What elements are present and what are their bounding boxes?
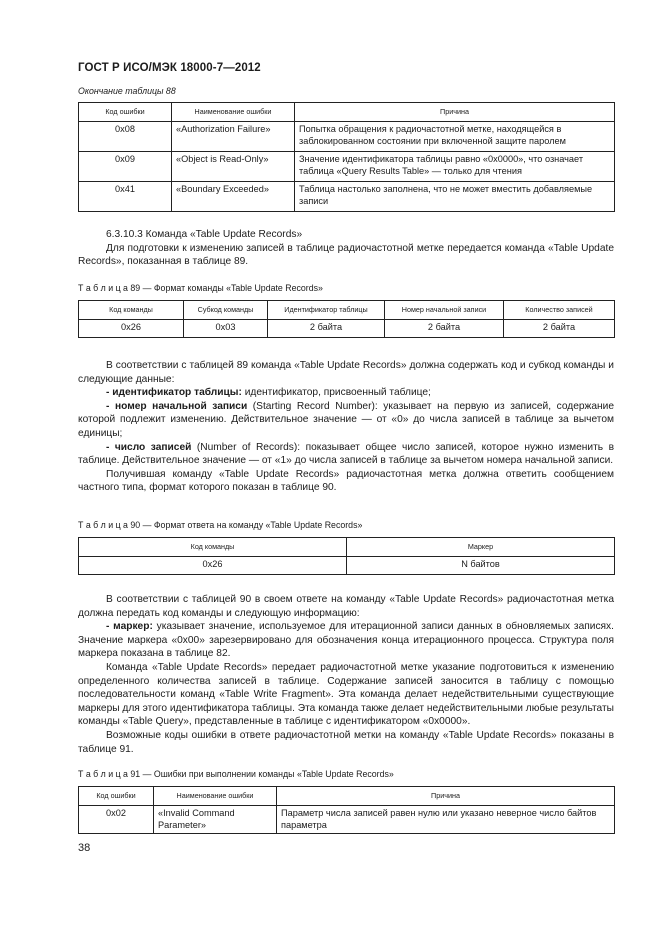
column-header: Маркер: [347, 538, 615, 557]
error-reason-cell: Таблица настолько заполнена, что не может вместить добавляемые записи: [295, 182, 615, 212]
table89: [78, 300, 615, 338]
section-heading: 6.3.10.3 Команда «Table Update Records»: [106, 229, 303, 240]
body-text-1: [78, 359, 614, 495]
error-code-cell: 0x09: [79, 152, 172, 182]
error-code-cell: 0x08: [79, 122, 172, 152]
column-header: Наименование ошибки: [154, 787, 277, 806]
paragraph: В соответствии с таблицей 89 команда «Table Update Records» должна содержать код и субкод команды и следующие данные:: [78, 360, 614, 385]
error-reason-cell: Попытка обращения к радиочастотной метке, находящейся в заблокированном состоянии при включенной защите паролем: [295, 122, 615, 152]
list-item: [78, 386, 614, 400]
table88-caption: Окончание таблицы 88: [78, 86, 176, 96]
error-name-cell: «Object is Read-Only»: [172, 152, 295, 182]
list-item: [78, 441, 614, 468]
error-code-cell: 0x41: [79, 182, 172, 212]
table91-caption: Т а б л и ц а 91 — Ошибки при выполнении команды «Table Update Records»: [78, 769, 394, 779]
table90-caption: Т а б л и ц а 90 — Формат ответа на команду «Table Update Records»: [78, 520, 363, 530]
paragraph: Для подготовки к изменению записей в таблице радиочастотной метке передается команда «Table Update Records», показанная в таблице 89.: [78, 242, 614, 268]
table90: [78, 537, 615, 575]
column-header: Причина: [277, 787, 615, 806]
table-cell: 2 байта: [268, 320, 385, 338]
table-row: [79, 806, 615, 834]
error-name-cell: «Invalid Command Parameter»: [154, 806, 277, 834]
table-cell: 0x26: [79, 320, 184, 338]
term-text: (Number of Records): показывает общее число записей, которое нужно изменить в таблице. Действительное значение — от «1» до числа записей в таблице за вычетом номера начальной записи.: [78, 441, 614, 467]
table-row: [79, 122, 615, 152]
paragraph: В соответствии с таблицей 90 в своем ответе на команду «Table Update Records» радиочастотная метка должна передать код команды и следующую информацию:: [78, 594, 614, 619]
table-cell: 2 байта: [385, 320, 504, 338]
column-header: Код ошибки: [79, 103, 172, 122]
table-row: [79, 320, 615, 338]
column-header: Код команды: [79, 301, 184, 320]
paragraph: Команда «Table Update Records» передает радиочастотной метке указание подготовиться к изменению определенного количества записей в таблице. Содержание записей заносится в таблицу с помощью последовательности команд «Table Write Fragment». Эта команда делает недействительными существующие маркеры для этого идентификатора таблицы. Эта команда также делает недействительными любые результаты команды «Table Query», представленные в таблице с идентификатором «0x0000».: [78, 661, 614, 728]
table91: [78, 786, 615, 834]
list-item: [78, 400, 614, 441]
table-header-row: [79, 301, 615, 320]
table-row: [79, 182, 615, 212]
column-header: Номер начальной записи: [385, 301, 504, 320]
table-row: [79, 152, 615, 182]
section-text: [78, 228, 614, 269]
body-text-2: [78, 593, 614, 756]
paragraph: Возможные коды ошибки в ответе радиочастотной метки на команду «Table Update Records» показаны в таблице 91.: [78, 729, 614, 755]
table-cell: 0x03: [184, 320, 268, 338]
table-header-row: [79, 538, 615, 557]
term: - идентификатор таблицы:: [106, 387, 242, 399]
error-name-cell: «Authorization Failure»: [172, 122, 295, 152]
page-number: 38: [78, 842, 91, 854]
term: - маркер:: [106, 621, 153, 633]
term: - число записей: [106, 441, 192, 453]
page-header: ГОСТ Р ИСО/МЭК 18000-7—2012: [78, 62, 261, 74]
column-header: Идентификатор таблицы: [268, 301, 385, 320]
error-code-cell: 0x02: [79, 806, 154, 834]
table88: [78, 102, 615, 212]
term-text: указывает значение, используемое для итерационной записи данных в обновляемых записях. Значение маркера «0x00» зарезервировано для обозначения конца итерационного процесса. Структура поля маркера показана в таблице 82.: [78, 621, 614, 660]
table89-caption: Т а б л и ц а 89 — Формат команды «Table Update Records»: [78, 283, 323, 293]
column-header: Код команды: [79, 538, 347, 557]
column-header: Субкод команды: [184, 301, 268, 320]
table-cell: 2 байта: [504, 320, 615, 338]
column-header: Причина: [295, 103, 615, 122]
paragraph: Получившая команду «Table Update Records» радиочастотная метка должна ответить сообщением частного типа, формат которого показан в таблице 90.: [78, 468, 614, 494]
table-header-row: [79, 103, 615, 122]
error-name-cell: «Boundary Exceeded»: [172, 182, 295, 212]
term-text: (Starting Record Number): указывает на первую из записей, содержание которой подлежит изменению. Действительное значение — от «0» до числа записей в таблице за вычетом единицы;: [78, 400, 615, 439]
table-cell: N байтов: [347, 557, 615, 575]
term-text: идентификатор, присвоенный таблице;: [241, 387, 431, 399]
term: - номер начальной записи: [106, 400, 248, 412]
column-header: Количество записей: [504, 301, 615, 320]
list-item: [78, 620, 614, 661]
table-cell: 0x26: [79, 557, 347, 575]
column-header: Код ошибки: [79, 787, 154, 806]
error-reason-cell: Значение идентификатора таблицы равно «0x0000», что означает таблица «Query Results Table» — только для чтения: [295, 152, 615, 182]
table-header-row: [79, 787, 615, 806]
error-reason-cell: Параметр числа записей равен нулю или указано неверное число байтов параметра: [277, 806, 615, 834]
column-header: Наименование ошибки: [172, 103, 295, 122]
table-row: [79, 557, 615, 575]
